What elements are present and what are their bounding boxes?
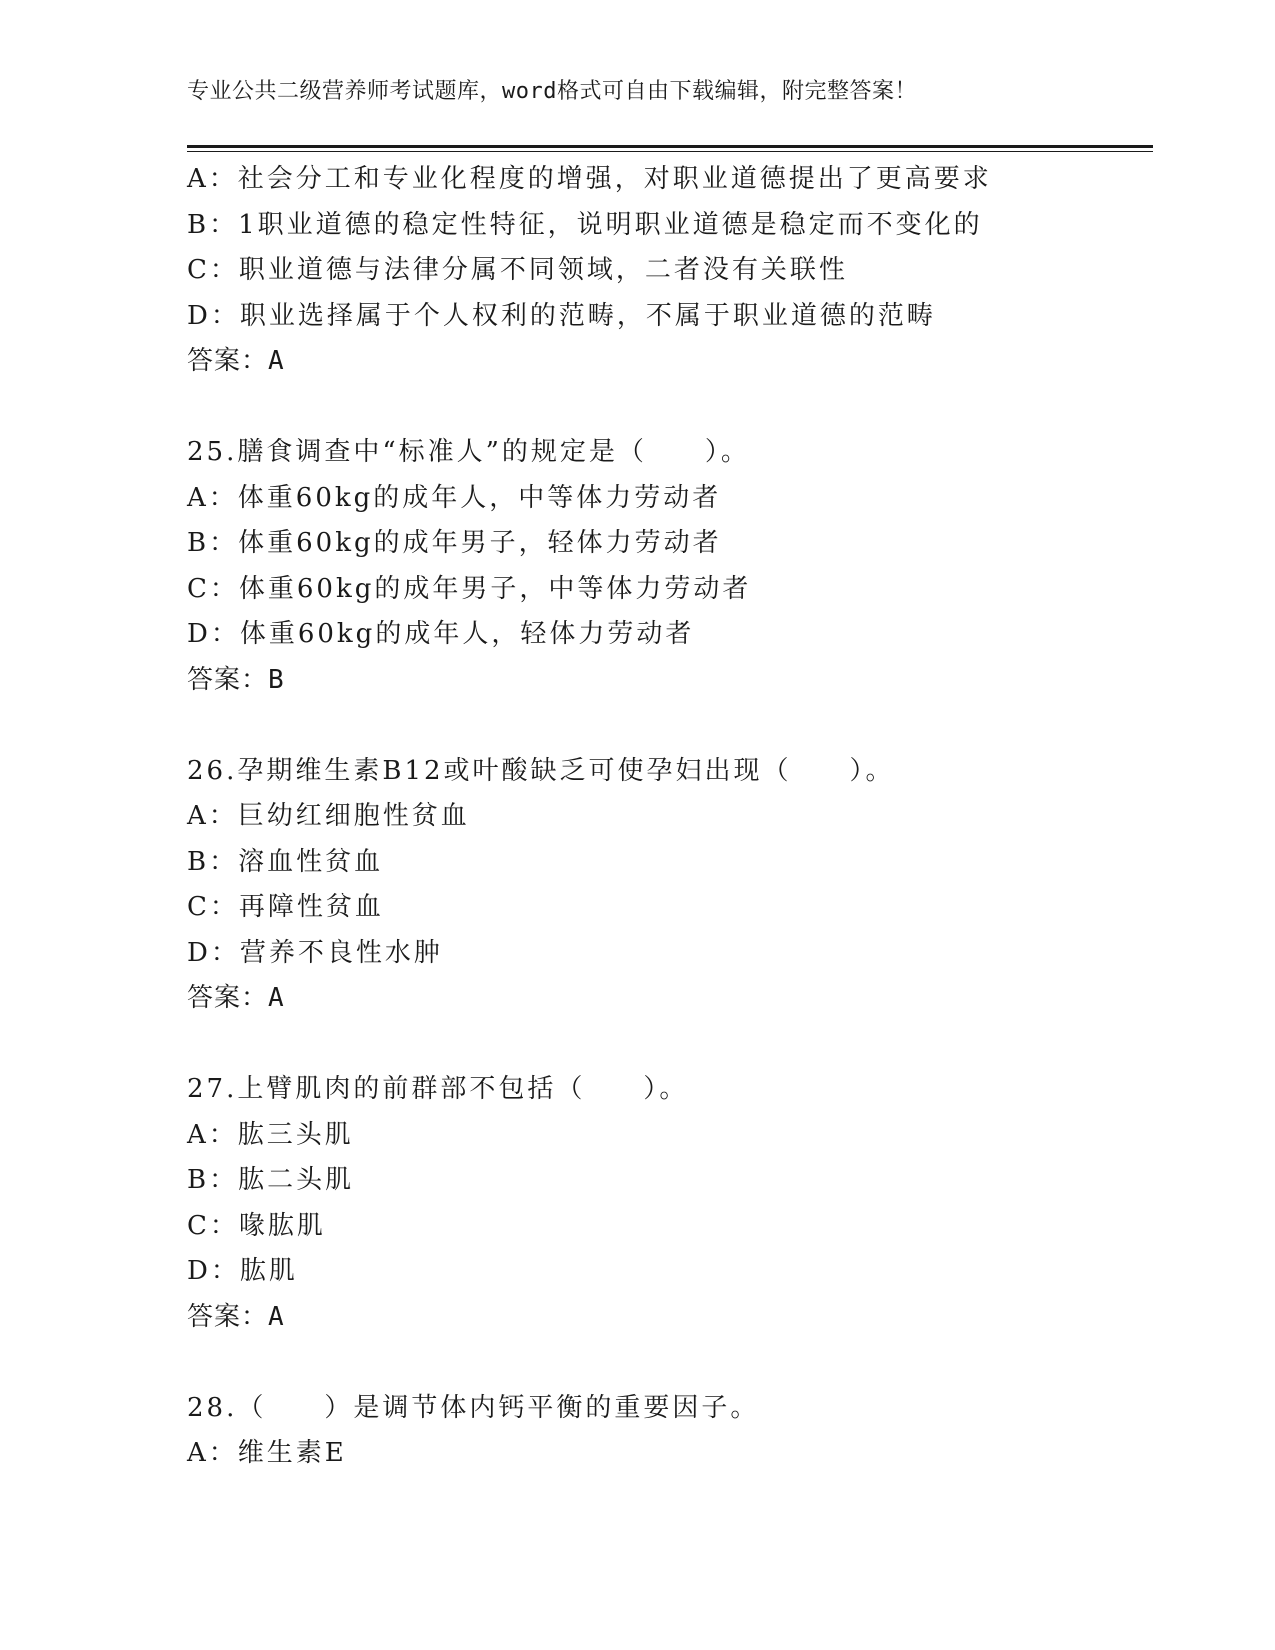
answer: 答案：A	[187, 346, 285, 376]
option-d: D：体重60kg的成年人，轻体力劳动者	[187, 619, 695, 649]
spacer	[187, 1340, 1153, 1386]
spacer	[187, 703, 1153, 749]
answer: 答案：A	[187, 1301, 285, 1332]
question-text: 26.孕期维生素B12或叶酸缺乏可使孕妇出现（ ）。	[187, 755, 895, 786]
answer: 答案：B	[187, 664, 285, 695]
question-24	[187, 157, 1153, 385]
question-list	[187, 157, 1153, 1477]
option-c: C：再障性贫血	[187, 892, 384, 922]
question-text: 28.（ ）是调节体内钙平衡的重要因子。	[187, 1392, 760, 1423]
question-27	[187, 1067, 1153, 1340]
header-rule-thick	[187, 145, 1153, 148]
question-28	[187, 1386, 1153, 1477]
option-a: A：体重60kg的成年人，中等体力劳动者	[187, 482, 722, 513]
option-a: A：巨幼红细胞性贫血	[187, 801, 470, 831]
option-a: A：肱三头肌	[187, 1119, 354, 1150]
question-26	[187, 749, 1153, 1022]
option-d: D：营养不良性水肿	[187, 937, 443, 968]
page-header: 专业公共二级营养师考试题库，word格式可自由下载编辑，附完整答案！	[187, 79, 917, 104]
question-text: 25.膳食调查中“标准人”的规定是（ ）。	[187, 437, 750, 467]
question-text: 27.上臂肌肉的前群部不包括（ ）。	[187, 1074, 689, 1104]
option-b: B：1职业道德的稳定性特征，说明职业道德是稳定而不变化的	[187, 209, 983, 240]
header-rule-thin	[187, 151, 1153, 152]
answer: 答案：A	[187, 983, 285, 1013]
option-d: D：职业选择属于个人权利的范畴，不属于职业道德的范畴	[187, 300, 936, 331]
question-25	[187, 430, 1153, 703]
spacer	[187, 385, 1153, 431]
option-c: C：喙肱肌	[187, 1210, 326, 1241]
option-b: B：体重60kg的成年男子，轻体力劳动者	[187, 528, 722, 558]
spacer	[187, 1022, 1153, 1068]
option-c: C：体重60kg的成年男子，中等体力劳动者	[187, 573, 752, 604]
option-b: B：肱二头肌	[187, 1165, 355, 1195]
option-c: C：职业道德与法律分属不同领域，二者没有关联性	[187, 255, 848, 285]
option-a: A：社会分工和专业化程度的增强，对职业道德提出了更高要求	[187, 164, 992, 194]
option-a: A：维生素E	[187, 1438, 347, 1468]
option-d: D：肱肌	[187, 1256, 298, 1286]
option-b: B：溶血性贫血	[187, 846, 384, 877]
